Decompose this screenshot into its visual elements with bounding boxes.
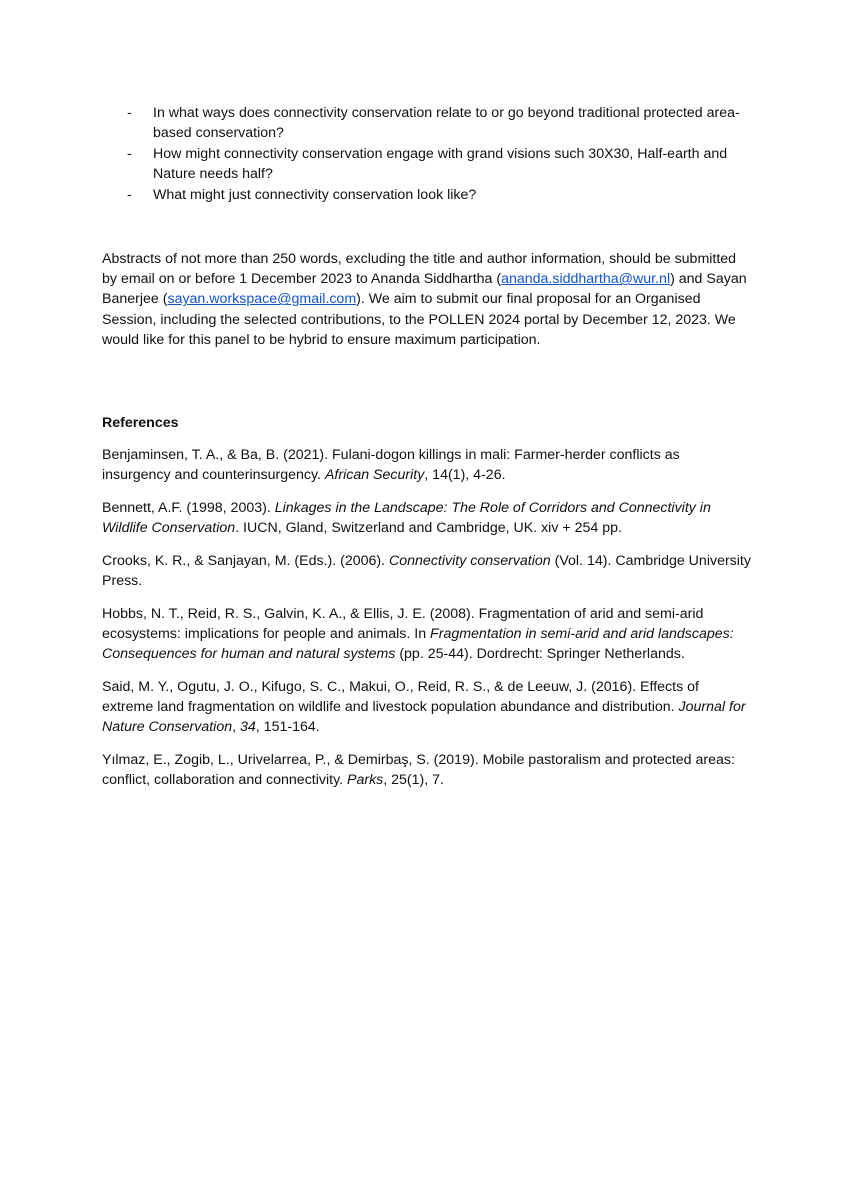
abstract-text-2: ) and Sayan Banerjee ( (102, 271, 747, 308)
reference-text: Bennett, A.F. (1998, 2003). (102, 499, 275, 516)
reference-text: Said, M. Y., Ogutu, J. O., Kifugo, S. C., Makui, O., Reid, R. S., & de Leeuw, J. (2016). Effects of extreme land fragmentation on wildlife and livestock population abundance and distribution. (102, 678, 699, 716)
bullet-item (102, 185, 752, 205)
bullet-marker: - (127, 105, 132, 121)
reference-entry-hobbs (102, 604, 752, 665)
bullet-text: What might just connectivity conservation look like? (153, 186, 477, 203)
reference-entry-bennett (102, 498, 752, 538)
references-heading: References (102, 415, 179, 431)
reference-text: Benjaminsen, T. A., & Ba, B. (2021). Fulani-dogon killings in mali: Farmer-herder conflicts as insurgency and counterinsurgency. (102, 447, 680, 484)
reference-entry-said (102, 677, 752, 738)
bullet-text: How might connectivity conservation engage with grand visions such 30X30, Half-earth and Nature needs half? (153, 145, 728, 183)
reference-title: Fragmentation in semi-arid and arid landscapes: Consequences for human and natural systems (102, 625, 734, 663)
bullet-marker: - (127, 145, 132, 162)
bullet-item (102, 144, 752, 184)
abstract-submission-paragraph (102, 249, 752, 350)
references-list (102, 445, 752, 803)
reference-text: , 151-164. (255, 719, 320, 736)
bullet-text: In what ways does connectivity conservation relate to or go beyond traditional protected area-based conservation? (153, 105, 740, 142)
abstract-text-1: Abstracts of not more than 250 words, excluding the title and author information, should be submitted by email on or before 1 December 2023 to Ananda Siddhartha ( (102, 251, 737, 288)
email-link-banerjee[interactable]: sayan.workspace@gmail.com (167, 291, 357, 308)
reference-text: (Vol. 14). Cambridge University Press. (102, 552, 751, 590)
reference-text: . IUCN, Gland, Switzerland and Cambridge, UK. xiv + 254 pp. (235, 520, 622, 537)
reference-text: (pp. 25-44). Dordrecht: Springer Netherlands. (395, 646, 685, 663)
reference-text: , 25(1), 7. (383, 772, 444, 789)
reference-text: , 14(1), 4-26. (424, 467, 506, 484)
reference-text: Crooks, K. R., & Sanjayan, M. (Eds.). (2006). (102, 552, 390, 569)
reference-volume: 34 (240, 719, 256, 736)
question-bullet-list (102, 103, 752, 206)
reference-journal: African Security (324, 467, 425, 484)
reference-journal: Journal for Nature Conservation (102, 699, 746, 736)
reference-journal: Parks (347, 772, 384, 789)
reference-text: Hobbs, N. T., Reid, R. S., Galvin, K. A., & Ellis, J. E. (2008). Fragmentation of arid and semi-arid ecosystems: implications for people and animals. In (102, 605, 704, 642)
email-link-siddhartha[interactable]: ananda.siddhartha@wur.nl (501, 271, 671, 288)
reference-title: Linkages in the Landscape: The Role of Corridors and Connectivity in Wildlife Conservation (102, 499, 711, 537)
reference-title: Connectivity conservation (389, 552, 551, 569)
bullet-marker: - (127, 186, 132, 203)
reference-entry-yilmaz (102, 750, 752, 790)
reference-entry-benjaminsen (102, 445, 752, 485)
reference-text: , (232, 719, 241, 736)
reference-text: Yılmaz, E., Zogib, L., Urivelarrea, P., & Demirbaş, S. (2019). Mobile pastoralism and protected areas: conflict, collaboration and connectivity. (102, 751, 735, 789)
reference-entry-crooks (102, 551, 752, 591)
abstract-text-3: ). We aim to submit our final proposal for an Organised Session, including the selected contributions, to the POLLEN 2024 portal by December 12, 2023. We would like for this panel to be hybrid to ensure maximum participation. (102, 291, 736, 348)
bullet-item (102, 103, 752, 143)
